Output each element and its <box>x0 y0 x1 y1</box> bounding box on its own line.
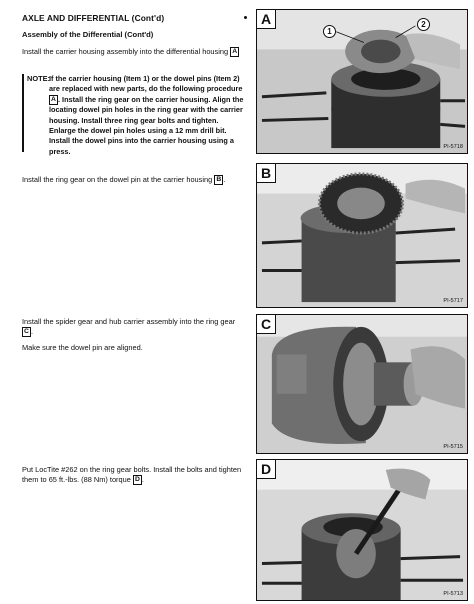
figure-d <box>256 459 468 601</box>
ref-box-a: A <box>230 47 239 57</box>
note-label: NOTE: <box>27 74 50 83</box>
step-b-sentence: Install the ring gear on the dowel pin at the carrier housing <box>22 175 213 184</box>
step-c-text: Install the spider gear and hub carrier assembly into the ring gear C . <box>22 317 236 336</box>
ref-box-b: B <box>214 175 223 185</box>
step-c-text-2: Make sure the dowel pin are aligned. <box>22 343 143 352</box>
note-bar <box>22 74 24 152</box>
figure-a-illustration <box>257 10 467 153</box>
figure-b-illustration <box>257 164 467 307</box>
note-text-after: . Install the ring gear on the carrier housing. Align the locating dowel pin holes in the ring gear with the carrier housing. Install three ring gear bolts and tighten. Enlarge the dowel pin holes using a 12 mm drill bit. Install the dowel pins into the carrier housing using a press. <box>49 94 244 156</box>
step-b-text: Install the ring gear on the dowel pin at the carrier housing B . <box>22 175 226 184</box>
step-d-sentence: Put LocTite #262 on the ring gear bolts. Install the bolts and tighten them to 65 ft.-lbs. (88 Nm) torque <box>22 465 242 484</box>
ref-box-c: C <box>22 327 31 337</box>
figure-a-code: PI-5718 <box>443 144 463 150</box>
step-a-text <box>22 47 244 57</box>
figure-c-letter: C <box>257 315 276 334</box>
figure-c <box>256 314 468 454</box>
figure-d-code: PI-5713 <box>443 591 463 597</box>
note-text <box>49 74 244 157</box>
note-text-before: If the carrier housing (Item 1) or the dowel pins (Item 2) are replaced with new parts, do the following procedure <box>49 74 243 94</box>
figure-c-code: PI-5715 <box>443 444 463 450</box>
note-ref-box-a: A <box>49 95 58 105</box>
figure-d-letter: D <box>257 460 276 479</box>
step-c-sentence: Install the spider gear and hub carrier assembly into the ring gear <box>22 317 236 326</box>
callout-1: 1 <box>323 25 336 38</box>
figure-c-illustration <box>257 315 467 453</box>
step-a-sentence: Install the carrier housing assembly into the differential housing <box>22 47 229 56</box>
margin-bullet <box>244 16 247 19</box>
figure-b-code: PI-5717 <box>443 298 463 304</box>
ref-box-d: D <box>133 475 142 485</box>
figure-a-letter: A <box>257 10 276 29</box>
figure-d-illustration <box>257 460 467 600</box>
figure-b <box>256 163 468 308</box>
page-title: AXLE AND DIFFERENTIAL (Cont'd) <box>22 13 165 23</box>
section-subtitle: Assembly of the Differential (Cont'd) <box>22 30 154 39</box>
figure-a <box>256 9 468 154</box>
step-d-text: Put LocTite #262 on the ring gear bolts. Install the bolts and tighten them to 65 ft.-lbs. (88 Nm) torque D . <box>22 465 242 484</box>
figure-b-letter: B <box>257 164 276 183</box>
callout-2: 2 <box>417 18 430 31</box>
